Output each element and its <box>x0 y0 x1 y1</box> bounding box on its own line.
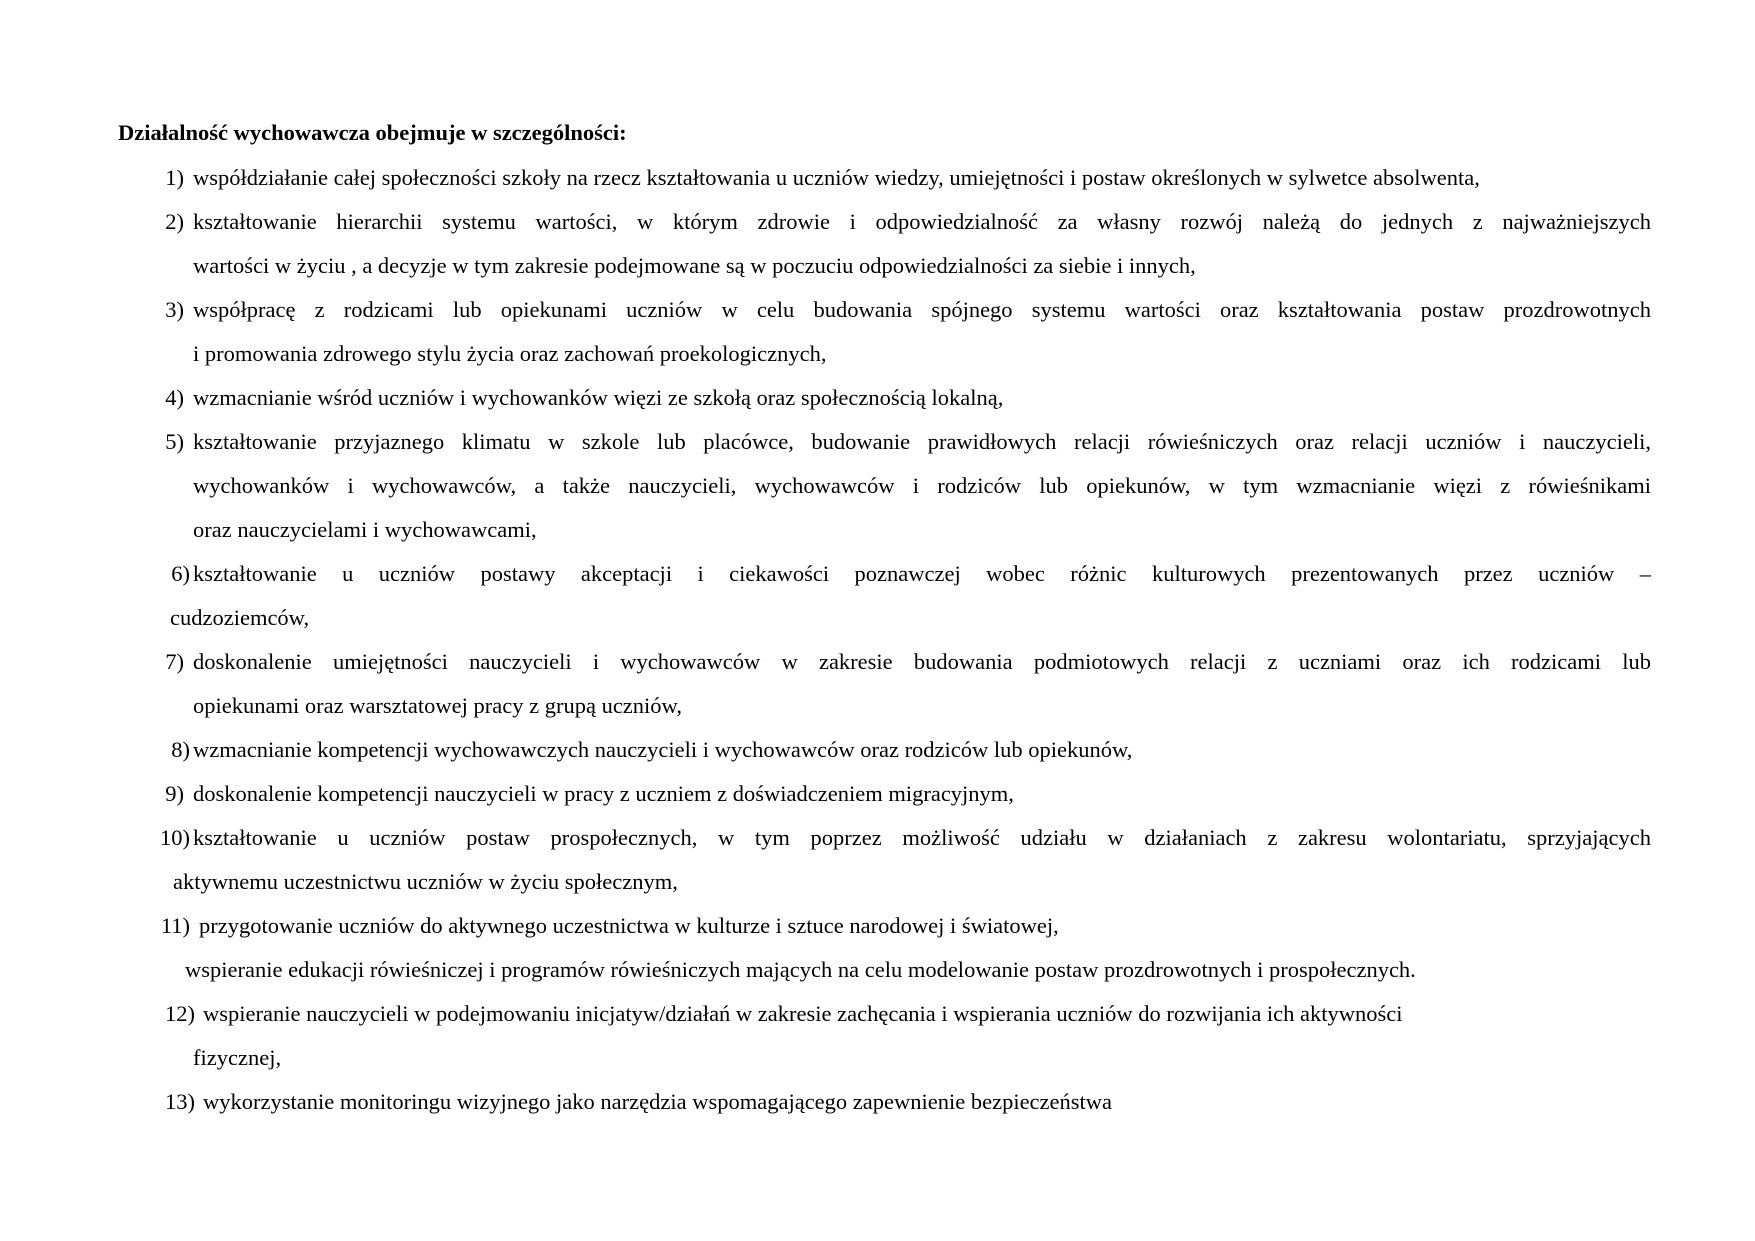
item-text-line: kształtowanie hierarchii systemu wartości, w którym zdrowie i odpowiedzialność za własny rozwój należą do jednych z najważniejszych <box>193 209 1651 234</box>
document-heading: Działalność wychowawcza obejmuje w szczególności: <box>118 120 627 145</box>
item-number: 9) <box>165 781 184 806</box>
item-number: 2) <box>165 209 184 234</box>
item-number: 10) <box>160 825 190 850</box>
item-text-line: opiekunami oraz warsztatowej pracy z grupą uczniów, <box>193 693 682 718</box>
item-text-line: doskonalenie kompetencji nauczycieli w pracy z uczniem z doświadczeniem migracyjnym, <box>193 781 1014 806</box>
item-text-line: oraz nauczycielami i wychowawcami, <box>193 517 537 542</box>
item-text-line: kształtowanie u uczniów postawy akceptacji i ciekawości poznawczej wobec różnic kulturowych prezentowanych przez uczniów – <box>193 561 1651 586</box>
item-text-line: aktywnemu uczestnictwu uczniów w życiu społecznym, <box>173 869 678 894</box>
item-number: 11) <box>160 913 190 938</box>
item-number: 6) <box>171 561 190 586</box>
item-text-line: i promowania zdrowego stylu życia oraz zachowań proekologicznych, <box>193 341 827 366</box>
item-number: 1) <box>165 165 184 190</box>
item-text-line: kształtowanie przyjaznego klimatu w szkole lub placówce, budowanie prawidłowych relacji rówieśniczych oraz relacji uczniów i nauczycieli, <box>193 429 1651 454</box>
item-text-line: wzmacnianie wśród uczniów i wychowanków więzi ze szkołą oraz społecznością lokalną, <box>193 385 1004 410</box>
item-text-line: współdziałanie całej społeczności szkoły na rzecz kształtowania u uczniów wiedzy, umiejętności i postaw określonych w sylwetce absolwenta, <box>193 165 1480 190</box>
item-text-line: cudzoziemców, <box>170 605 310 630</box>
item-text-line: kształtowanie u uczniów postaw prospołecznych, w tym poprzez możliwość udziału w działaniach z zakresu wolontariatu, sprzyjających <box>193 825 1651 850</box>
item-number: 13) <box>165 1089 195 1114</box>
item-number: 7) <box>165 649 184 674</box>
item-text-line: przygotowanie uczniów do aktywnego uczestnictwa w kulturze i sztuce narodowej i światowej, <box>199 913 1059 938</box>
item-text-line: wartości w życiu , a decyzje w tym zakresie podejmowane są w poczuciu odpowiedzialności za siebie i innych, <box>193 253 1196 278</box>
item-number: 5) <box>165 429 184 454</box>
item-text-line: wspieranie nauczycieli w podejmowaniu inicjatyw/działań w zakresie zachęcania i wspierania uczniów do rozwijania ich aktywności <box>203 1001 1403 1026</box>
item-number: 3) <box>165 297 184 322</box>
item-text-line: fizycznej, <box>193 1045 282 1070</box>
item-text-line: wzmacnianie kompetencji wychowawczych nauczycieli i wychowawców oraz rodziców lub opiekunów, <box>193 737 1133 762</box>
item-number: 8) <box>171 737 190 762</box>
item-number: 4) <box>165 385 184 410</box>
item-number: 12) <box>165 1001 195 1026</box>
item-text-line: współpracę z rodzicami lub opiekunami uczniów w celu budowania spójnego systemu wartości oraz kształtowania postaw prozdrowotnych <box>193 297 1651 322</box>
item-text-line: wychowanków i wychowawców, a także nauczycieli, wychowawców i rodziców lub opiekunów, w tym wzmacnianie więzi z rówieśnikami <box>193 473 1651 498</box>
item-text-line: doskonalenie umiejętności nauczycieli i wychowawców w zakresie budowania podmiotowych relacji z uczniami oraz ich rodzicami lub <box>193 649 1651 674</box>
item-text-line: wykorzystanie monitoringu wizyjnego jako narzędzia wspomagającego zapewnienie bezpieczeństwa <box>203 1089 1113 1114</box>
item-text-line: wspieranie edukacji rówieśniczej i programów rówieśniczych mających na celu modelowanie postaw prozdrowotnych i prospołecznych. <box>185 957 1416 982</box>
